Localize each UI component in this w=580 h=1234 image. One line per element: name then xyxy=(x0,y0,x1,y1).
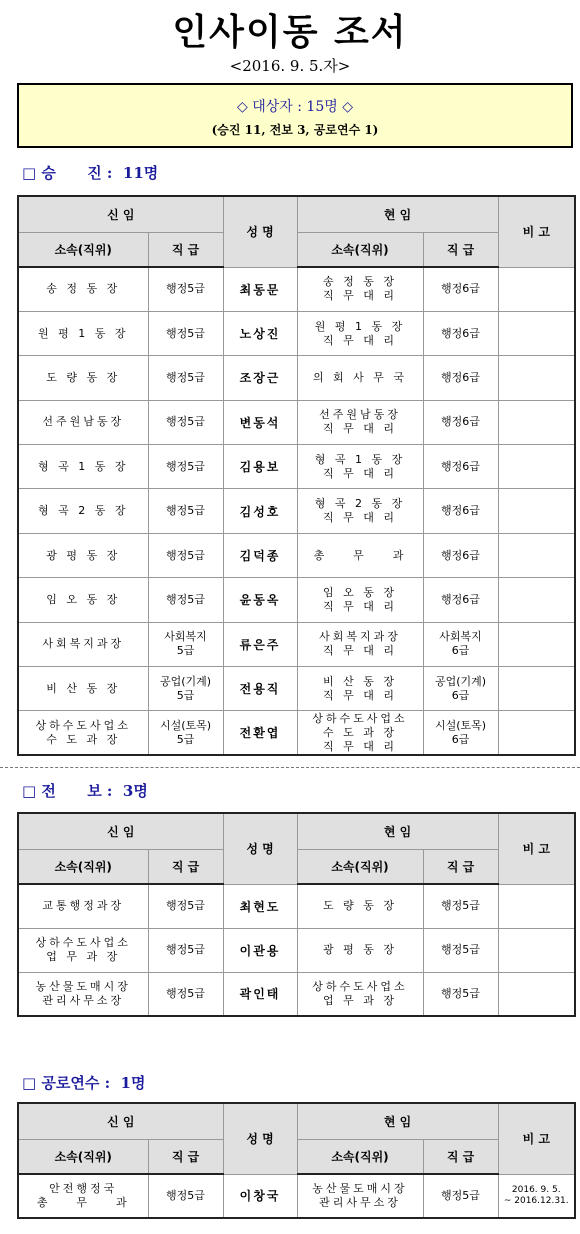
current-org-cell: 총 무 과 xyxy=(297,533,423,577)
page-title: 인사이동 조서 xyxy=(172,11,408,53)
header-note: 비 고 xyxy=(498,1103,575,1174)
current-grade-cell: 행정5급 xyxy=(423,1174,498,1218)
header-current-post: 현 임 xyxy=(297,1103,498,1139)
current-org-cell: 농산물도매시장 관리사무소장 xyxy=(297,1174,423,1218)
header-name: 성 명 xyxy=(223,1103,297,1174)
note-cell xyxy=(498,445,575,489)
table-row xyxy=(18,667,575,711)
new-org-cell: 형 곡 2 동 장 xyxy=(18,489,148,533)
new-grade-cell: 행정5급 xyxy=(148,311,223,355)
new-grade-cell: 행정5급 xyxy=(148,356,223,400)
note-cell xyxy=(498,928,575,972)
note-cell xyxy=(498,578,575,622)
new-org-cell: 광 평 동 장 xyxy=(18,533,148,577)
section-title-transfer: □ 전 보 : 3명 xyxy=(22,782,148,800)
table-row xyxy=(18,578,575,622)
current-grade-cell: 행정6급 xyxy=(423,533,498,577)
current-org-cell: 사회복지과장 직 무 대 리 xyxy=(297,622,423,666)
new-org-cell: 임 오 동 장 xyxy=(18,578,148,622)
current-grade-cell: 행정6급 xyxy=(423,578,498,622)
promotion-table xyxy=(17,195,576,756)
new-grade-cell: 행정5급 xyxy=(148,267,223,311)
current-org-cell: 형 곡 2 동 장 직 무 대 리 xyxy=(297,489,423,533)
current-grade-cell: 행정5급 xyxy=(423,972,498,1016)
name-cell: 전용직 xyxy=(223,667,297,711)
new-org-cell: 형 곡 1 동 장 xyxy=(18,445,148,489)
section-title-promotion: □ 승 진 : 11명 xyxy=(22,164,159,182)
new-grade-cell: 시설(토목) 5급 xyxy=(148,711,223,755)
current-grade-cell: 행정5급 xyxy=(423,884,498,928)
new-grade-cell: 행정5급 xyxy=(148,972,223,1016)
header-current-org: 소속(직위) xyxy=(297,849,423,884)
header-name: 성 명 xyxy=(223,196,297,267)
new-grade-cell: 행정5급 xyxy=(148,445,223,489)
new-org-cell: 비 산 동 장 xyxy=(18,667,148,711)
name-cell: 최현도 xyxy=(223,884,297,928)
current-org-cell: 형 곡 1 동 장 직 무 대 리 xyxy=(297,445,423,489)
name-cell: 이창국 xyxy=(223,1174,297,1218)
header-current-grade: 직 급 xyxy=(423,1139,498,1174)
current-org-cell: 도 량 동 장 xyxy=(297,884,423,928)
new-org-cell: 상하수도사업소 수 도 과 장 xyxy=(18,711,148,755)
table-row xyxy=(18,884,575,928)
section-divider xyxy=(0,767,580,768)
note-cell xyxy=(498,311,575,355)
table-row xyxy=(18,928,575,972)
section-title-public-service-training: □ 공로연수 : 1명 xyxy=(22,1074,146,1092)
note-cell xyxy=(498,667,575,711)
current-grade-cell: 행정6급 xyxy=(423,489,498,533)
header-new-org: 소속(직위) xyxy=(18,849,148,884)
table-row xyxy=(18,972,575,1016)
table-row xyxy=(18,711,575,755)
current-grade-cell: 행정6급 xyxy=(423,267,498,311)
current-org-cell: 의 회 사 무 국 xyxy=(297,356,423,400)
new-grade-cell: 행정5급 xyxy=(148,928,223,972)
name-cell: 변동석 xyxy=(223,400,297,444)
name-cell: 노상진 xyxy=(223,311,297,355)
current-grade-cell: 공업(기계) 6급 xyxy=(423,667,498,711)
name-cell: 최동문 xyxy=(223,267,297,311)
name-cell: 조장근 xyxy=(223,356,297,400)
current-org-cell: 상하수도사업소 업 무 과 장 xyxy=(297,972,423,1016)
header-new-grade: 직 급 xyxy=(148,849,223,884)
note-cell: 2016. 9. 5. ~ 2016.12.31. xyxy=(498,1174,575,1218)
new-org-cell: 선주원남동장 xyxy=(18,400,148,444)
current-grade-cell: 행정6급 xyxy=(423,356,498,400)
header-new-post: 신 임 xyxy=(18,196,223,232)
new-org-cell: 교통행정과장 xyxy=(18,884,148,928)
table-row xyxy=(18,622,575,666)
current-org-cell: 선주원남동장 직 무 대 리 xyxy=(297,400,423,444)
new-grade-cell: 사회복지 5급 xyxy=(148,622,223,666)
note-cell xyxy=(498,622,575,666)
name-cell: 김성호 xyxy=(223,489,297,533)
header-new-org: 소속(직위) xyxy=(18,232,148,267)
new-org-cell: 상하수도사업소 업 무 과 장 xyxy=(18,928,148,972)
header-current-grade: 직 급 xyxy=(423,232,498,267)
current-grade-cell: 사회복지 6급 xyxy=(423,622,498,666)
note-cell xyxy=(498,400,575,444)
new-grade-cell: 행정5급 xyxy=(148,884,223,928)
current-grade-cell: 행정6급 xyxy=(423,311,498,355)
name-cell: 윤동옥 xyxy=(223,578,297,622)
current-org-cell: 비 산 동 장 직 무 대 리 xyxy=(297,667,423,711)
public-service-training-table xyxy=(17,1102,576,1219)
current-grade-cell: 행정6급 xyxy=(423,445,498,489)
note-cell xyxy=(498,356,575,400)
name-cell: 김용보 xyxy=(223,445,297,489)
header-current-org: 소속(직위) xyxy=(297,232,423,267)
new-grade-cell: 행정5급 xyxy=(148,533,223,577)
table-row xyxy=(18,267,575,311)
header-new-grade: 직 급 xyxy=(148,1139,223,1174)
current-grade-cell: 시설(토목) 6급 xyxy=(423,711,498,755)
summary-total: ◇ 대상자 : 15명 ◇ xyxy=(237,99,353,115)
new-org-cell: 송 정 동 장 xyxy=(18,267,148,311)
header-note: 비 고 xyxy=(498,813,575,884)
new-org-cell: 농산물도매시장 관리사무소장 xyxy=(18,972,148,1016)
header-current-post: 현 임 xyxy=(297,196,498,232)
note-cell xyxy=(498,972,575,1016)
new-org-cell: 안전행정국 총 무 과 xyxy=(18,1174,148,1218)
summary-breakdown: (승진 11, 전보 3, 공로연수 1) xyxy=(211,123,379,137)
name-cell: 류은주 xyxy=(223,622,297,666)
header-new-grade: 직 급 xyxy=(148,232,223,267)
table-row xyxy=(18,311,575,355)
new-org-cell: 사회복지과장 xyxy=(18,622,148,666)
current-org-cell: 상하수도사업소 수 도 과 장 직 무 대 리 xyxy=(297,711,423,755)
current-org-cell: 임 오 동 장 직 무 대 리 xyxy=(297,578,423,622)
transfer-table xyxy=(17,812,576,1017)
table-row xyxy=(18,445,575,489)
name-cell: 전환엽 xyxy=(223,711,297,755)
document-date: <2016. 9. 5.자> xyxy=(229,57,351,75)
header-current-org: 소속(직위) xyxy=(297,1139,423,1174)
header-current-grade: 직 급 xyxy=(423,849,498,884)
header-name: 성 명 xyxy=(223,813,297,884)
current-org-cell: 광 평 동 장 xyxy=(297,928,423,972)
name-cell: 이관용 xyxy=(223,928,297,972)
note-cell xyxy=(498,533,575,577)
header-new-org: 소속(직위) xyxy=(18,1139,148,1174)
table-row xyxy=(18,1174,575,1218)
summary-box xyxy=(17,83,573,148)
current-org-cell: 원 평 1 동 장 직 무 대 리 xyxy=(297,311,423,355)
table-row xyxy=(18,533,575,577)
header-new-post: 신 임 xyxy=(18,1103,223,1139)
note-cell xyxy=(498,489,575,533)
header-new-post: 신 임 xyxy=(18,813,223,849)
name-cell: 김덕종 xyxy=(223,533,297,577)
current-org-cell: 송 정 동 장 직 무 대 리 xyxy=(297,267,423,311)
new-grade-cell: 행정5급 xyxy=(148,578,223,622)
current-grade-cell: 행정6급 xyxy=(423,400,498,444)
table-row xyxy=(18,489,575,533)
table-row xyxy=(18,400,575,444)
name-cell: 곽인태 xyxy=(223,972,297,1016)
header-current-post: 현 임 xyxy=(297,813,498,849)
new-grade-cell: 행정5급 xyxy=(148,1174,223,1218)
table-row xyxy=(18,356,575,400)
new-grade-cell: 행정5급 xyxy=(148,400,223,444)
header-note: 비 고 xyxy=(498,196,575,267)
new-org-cell: 원 평 1 동 장 xyxy=(18,311,148,355)
new-grade-cell: 공업(기계) 5급 xyxy=(148,667,223,711)
current-grade-cell: 행정5급 xyxy=(423,928,498,972)
note-cell xyxy=(498,267,575,311)
new-org-cell: 도 량 동 장 xyxy=(18,356,148,400)
new-grade-cell: 행정5급 xyxy=(148,489,223,533)
note-cell xyxy=(498,711,575,755)
note-cell xyxy=(498,884,575,928)
